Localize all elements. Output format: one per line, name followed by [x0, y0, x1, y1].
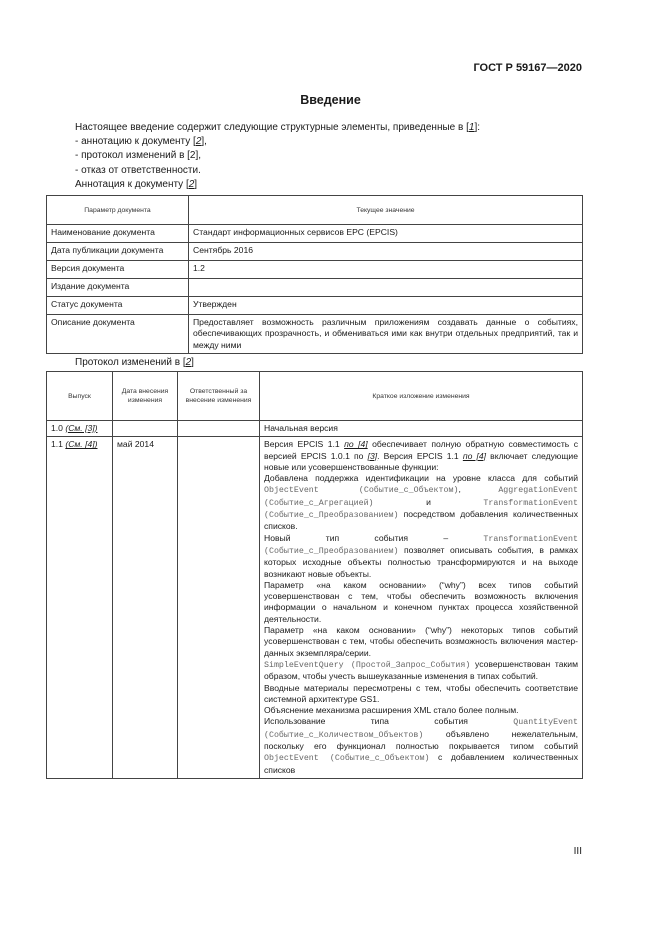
column-header: Выпуск — [47, 372, 113, 421]
reference-link[interactable]: по [4] — [344, 439, 368, 450]
table-cell: Наименование документа — [47, 225, 189, 243]
document-id: ГОСТ Р 59167—2020 — [473, 62, 582, 74]
intro-line: - отказ от ответственности. — [75, 164, 201, 176]
paragraph: Версия EPCIS 1.1 по [4] обеспечивает полную обратную совместимость с версией EPCIS 1.0.1 по [3]. Версия EPCIS 1.1 по [4] включает следующие новые или усовершенствованные функции: — [264, 439, 579, 472]
table-cell — [113, 421, 178, 437]
table-header-row — [47, 196, 583, 225]
table-row — [47, 315, 583, 354]
table-cell: Предоставляет возможность различным приложениям создавать данные о событиях, обеспечивающих прозрачность, и обмениваться ими как внутри отдельных предприятий, так и между ними — [189, 315, 583, 354]
table-row — [47, 261, 583, 279]
reference-link[interactable]: 1 — [468, 122, 475, 133]
table-row — [47, 297, 583, 315]
paragraph: Вводные материалы пересмотрены с тем, чтобы обеспечить соответствие системной архитектуре GS1. — [264, 682, 578, 704]
table-cell: Стандарт информационных сервисов EPC (EPCIS) — [189, 225, 583, 243]
table-cell: май 2014 — [113, 437, 178, 779]
table-row — [47, 225, 583, 243]
table-cell: Статус документа — [47, 297, 189, 315]
reference-link[interactable]: [3] — [367, 450, 378, 461]
paragraph: Параметр «на каком основании» (“why”) некоторых типов событий усовершенствован с тем, чтобы обеспечить возможность включения мастер-данных экземпляра/серии. — [264, 625, 578, 658]
reference-link[interactable]: (См. [3]) — [65, 423, 98, 433]
table-cell: Утвержден — [189, 297, 583, 315]
paragraph: SimpleEventQuery (Простой_Запрос_События) усовершенствован таким образом, чтобы учесть вышеуказанные изменения в типах событий. — [264, 658, 578, 682]
table-row — [47, 437, 583, 779]
table-header-row — [47, 372, 583, 421]
intro-line: - протокол изменений в [2], — [75, 150, 202, 162]
column-header: Дата внесения изменения — [113, 372, 178, 421]
table-cell: 1.1 (См. [4]) — [47, 437, 113, 779]
reference-link[interactable]: 2 — [185, 357, 192, 368]
table-cell — [178, 421, 260, 437]
reference-link[interactable]: 2 — [195, 136, 202, 148]
paragraph: Параметр «на каком основании» (“why”) всех типов событий усовершенствован с тем, чтобы обеспечить возможность включения информации о начальном и конечном пунктах процесса хозяйственной деятельности. — [264, 579, 578, 624]
page-number: III — [573, 846, 582, 857]
column-header: Параметр документа — [47, 196, 189, 225]
annotation-table — [46, 195, 583, 354]
intro-line: - аннотацию к документу [2], — [75, 136, 207, 148]
table-cell — [189, 279, 583, 297]
changes-table — [46, 371, 583, 779]
paragraph: Добавлена поддержка идентификации на уровне класса для событий ObjectEvent (Событие_с_Объектом), AggregationEvent (Событие_с_Агрегацией) и TransformationEvent (Событие_с_Преобразованием) посредством добавления количественных списков. — [264, 473, 578, 532]
reference-link[interactable]: (См. [4]) — [65, 439, 98, 450]
table-cell — [178, 437, 260, 779]
table-cell: 1.0 (См. [3]) — [47, 421, 113, 437]
reference-link[interactable]: по [4] — [462, 450, 487, 461]
column-header: Ответственный за внесение изменения — [178, 372, 260, 421]
reference-link[interactable]: 2 — [188, 178, 195, 190]
column-header: Краткое изложение изменения — [260, 372, 583, 421]
intro-line: Настоящее введение содержит следующие структурные элементы, приведенные в [1]: — [75, 122, 480, 133]
table-cell: 1.2 — [189, 261, 583, 279]
change-description — [260, 437, 583, 779]
table-cell: Описание документа — [47, 315, 189, 354]
intro-block — [75, 121, 480, 192]
table-row — [47, 279, 583, 297]
table-cell: Сентябрь 2016 — [189, 243, 583, 261]
table-row — [47, 421, 583, 437]
table-cell: Версия документа — [47, 261, 189, 279]
table-cell: Издание документа — [47, 279, 189, 297]
intro-line: Аннотация к документу [2] — [75, 178, 198, 190]
section-title: Введение — [300, 93, 361, 107]
changes-caption: Протокол изменений в [2] — [75, 357, 194, 368]
table-cell: Начальная версия — [260, 421, 583, 437]
column-header: Текущее значение — [189, 196, 583, 225]
table-cell: Дата публикации документа — [47, 243, 189, 261]
paragraph: Объяснение механизма расширения XML стало более полным. — [264, 705, 519, 716]
table-row — [47, 243, 583, 261]
paragraph: Использование типа события QuantityEvent (Событие_с_Количеством_Объектов) объявлено нежелательным, поскольку его функционал полностью покрывается типом событий ObjectEvent (Событие_с_Объектом) с добавлением количественных списков — [264, 716, 578, 775]
paragraph: Новый тип события – TransformationEvent (Событие_с_Преобразованием) позволяет описывать события, в рамках которых исходные объекты полностью трансформируются и на выходе возникают новые объекты. — [264, 532, 578, 579]
